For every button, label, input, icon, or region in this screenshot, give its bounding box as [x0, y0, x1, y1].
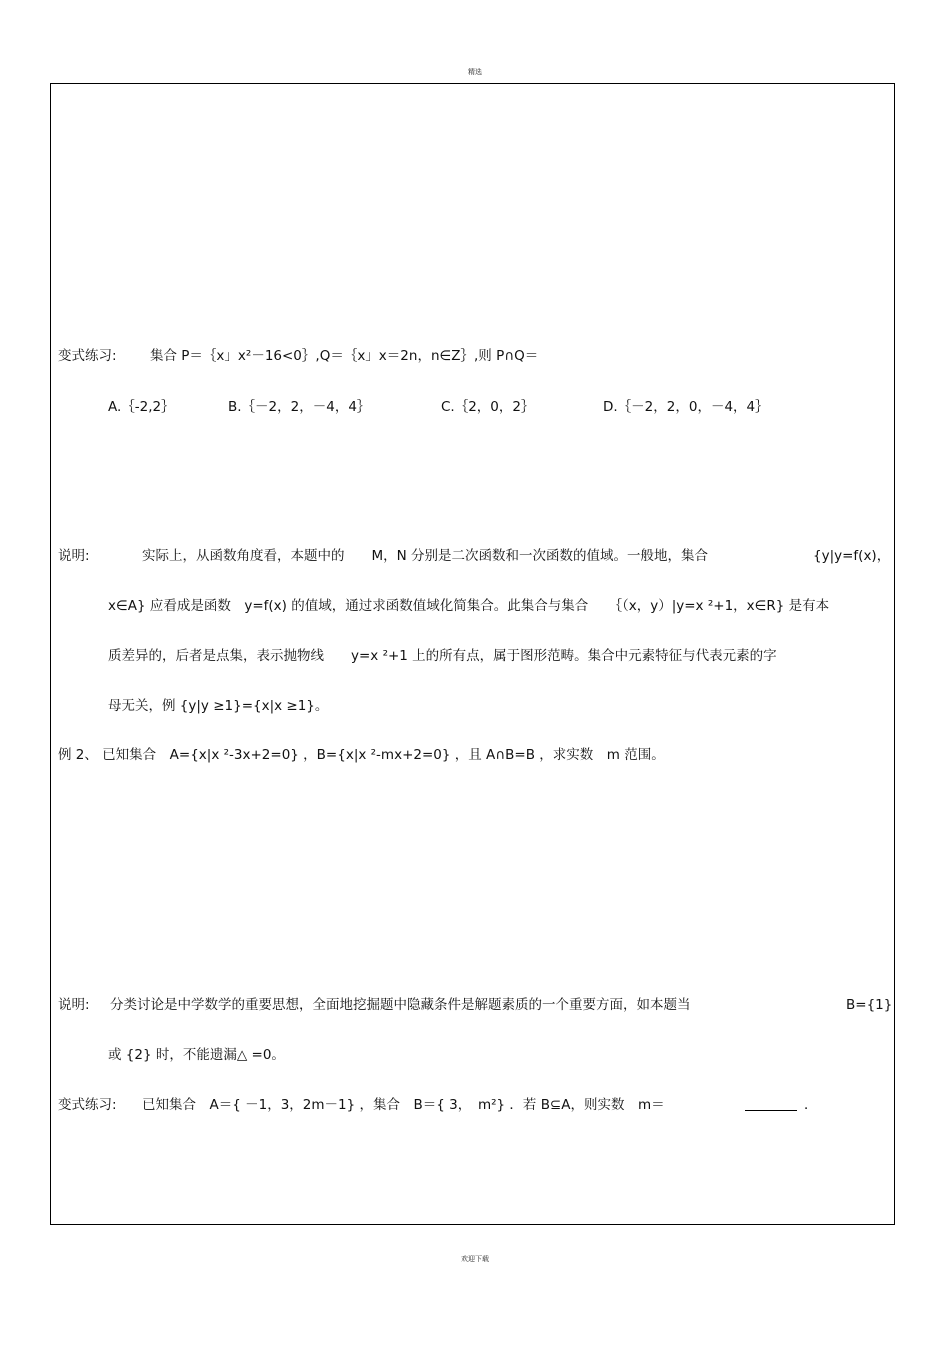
- note1-line1: 实际上，从函数角度看，本题中的 M，N 分别是二次函数和一次函数的值域。一般地，集合: [142, 548, 709, 564]
- option-b: B.｛－2，2，－4，4｝: [228, 399, 371, 415]
- note1-line3: 质差异的，后者是点集，表示抛物线 y=x ²+1 上的所有点，属于图形范畴。集合中元素特征与代表元素的字: [108, 648, 777, 664]
- variant2-label: 变式练习:: [58, 1097, 117, 1113]
- example2-text: 例 2、 已知集合 A={x|x ²-3x+2=0} ，B={x|x ²-mx+2=0} ，且 A∩B=B ，求实数 m 范围。: [58, 747, 665, 763]
- note2-line2: 或 {2} 时，不能遗漏△ =0。: [108, 1047, 285, 1063]
- page-header: 精选: [468, 68, 482, 76]
- note1-line2: x∈A} 应看成是函数 y=f(x) 的值域，通过求函数值域化简集合。此集合与集合 ｛（x，y）|y=x ²+1，x∈R} 是有本: [108, 598, 830, 614]
- page-footer: 欢迎下载: [461, 1255, 489, 1263]
- note2-label: 说明:: [58, 997, 90, 1013]
- note2-line1-end: B={1}: [846, 997, 893, 1013]
- note2-line1: 分类讨论是中学数学的重要思想，全面地挖掘题中隐藏条件是解题素质的一个重要方面，如本题当: [110, 997, 691, 1013]
- note1-line4: 母无关，例 {y|y ≥1}={x|x ≥1}。: [108, 698, 329, 714]
- variant2-question: 已知集合 A＝{ －1，3，2m－1} ，集合 B＝{ 3， m²} ．若 B⊆A，则实数 m＝: [142, 1097, 665, 1113]
- variant2-end: ．: [804, 1097, 818, 1113]
- option-a: A.｛-2,2｝: [108, 399, 175, 415]
- note1-label: 说明:: [58, 548, 90, 564]
- option-d: D.｛－2，2，0，－4，4｝: [603, 399, 769, 415]
- variant1-label: 变式练习:: [58, 348, 117, 364]
- answer-blank[interactable]: [745, 1096, 797, 1114]
- variant1-question: 集合 P＝｛x」x²－16<0｝,Q＝｛x」x＝2n，n∈Z｝,则 P∩Q＝: [150, 348, 539, 364]
- option-c: C.｛2，0，2｝: [441, 399, 535, 415]
- note1-line1-end: {y|y=f(x)，: [813, 548, 891, 564]
